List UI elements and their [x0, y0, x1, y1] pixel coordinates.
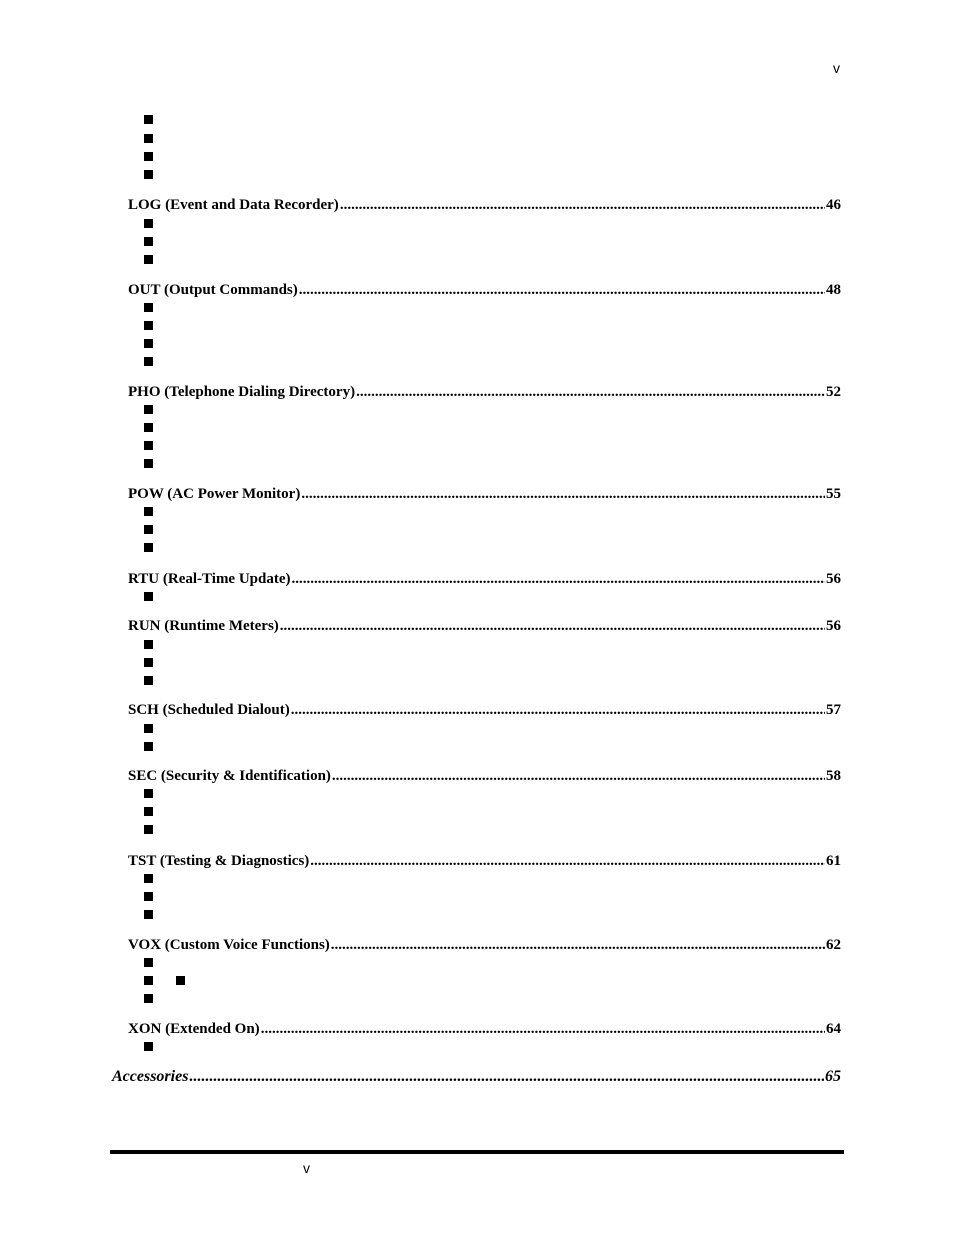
bullet-icon [144, 255, 153, 264]
bullet-icon [144, 525, 153, 534]
dot-leader [189, 1068, 824, 1086]
toc-entry-title: SCH (Scheduled Dialout) [128, 702, 290, 718]
toc-entry-page: 55 [826, 486, 841, 502]
bullet-icon [144, 115, 153, 124]
toc-entry-rtu[interactable] [128, 570, 841, 588]
footer-rule [110, 1150, 844, 1154]
bullet-icon [144, 219, 153, 228]
toc-entry-title: LOG (Event and Data Recorder) [128, 197, 339, 213]
bullet-icon [144, 825, 153, 834]
toc-entry-page: 57 [826, 702, 841, 718]
toc-entry-sec[interactable] [128, 767, 841, 785]
toc-entry-title: TST (Testing & Diagnostics) [128, 853, 310, 869]
bullet-icon [144, 423, 153, 432]
bullet-icon [144, 134, 153, 143]
bullet-icon [144, 507, 153, 516]
toc-entry-title: PHO (Telephone Dialing Directory) [128, 384, 356, 400]
bullet-icon [144, 357, 153, 366]
bullet-icon [144, 742, 153, 751]
bullet-icon [144, 441, 153, 450]
dot-leader [280, 617, 825, 635]
bullet-icon [144, 724, 153, 733]
toc-entry-title: RUN (Runtime Meters) [128, 618, 279, 634]
toc-entry-page: 46 [826, 197, 841, 213]
toc-entry-page: 56 [826, 571, 841, 587]
bullet-icon [144, 339, 153, 348]
toc-entry-log[interactable] [128, 196, 841, 214]
bullet-icon [176, 976, 185, 985]
toc-entry-pow[interactable] [128, 485, 841, 503]
toc-section-accessories[interactable] [112, 1068, 841, 1086]
dot-leader [356, 383, 825, 401]
toc-entry-page: 52 [826, 384, 841, 400]
bullet-icon [144, 321, 153, 330]
toc-section-title: Accessories [112, 1068, 189, 1085]
bullet-icon [144, 994, 153, 1003]
dot-leader [340, 196, 825, 214]
bullet-icon [144, 910, 153, 919]
toc-section-page: 65 [825, 1068, 841, 1085]
bullet-icon [144, 640, 153, 649]
dot-leader [261, 1020, 825, 1038]
bullet-icon [144, 303, 153, 312]
bullet-icon [144, 658, 153, 667]
bullet-icon [144, 1042, 153, 1051]
toc-entry-title: XON (Extended On) [128, 1021, 260, 1037]
toc-entry-page: 56 [826, 618, 841, 634]
bullet-icon [144, 874, 153, 883]
dot-leader [332, 767, 825, 785]
dot-leader [301, 485, 825, 503]
toc-entry-page: 48 [826, 282, 841, 298]
toc-entry-title: VOX (Custom Voice Functions) [128, 937, 330, 953]
toc-entry-page: 58 [826, 768, 841, 784]
toc-entry-vox[interactable] [128, 936, 841, 954]
dot-leader [292, 570, 825, 588]
header-page-number: v [833, 60, 840, 76]
dot-leader [331, 936, 825, 954]
toc-entry-title: POW (AC Power Monitor) [128, 486, 301, 502]
bullet-icon [144, 152, 153, 161]
toc-entry-page: 61 [826, 853, 841, 869]
bullet-icon [144, 543, 153, 552]
bullet-icon [144, 405, 153, 414]
toc-entry-title: RTU (Real-Time Update) [128, 571, 291, 587]
bullet-icon [144, 170, 153, 179]
toc-entry-title: SEC (Security & Identification) [128, 768, 331, 784]
toc-entry-title: OUT (Output Commands) [128, 282, 298, 298]
bullet-icon [144, 592, 153, 601]
bullet-icon [144, 958, 153, 967]
bullet-icon [144, 237, 153, 246]
toc-entry-sch[interactable] [128, 701, 841, 719]
bullet-icon [144, 789, 153, 798]
bullet-icon [144, 892, 153, 901]
dot-leader [310, 852, 825, 870]
toc-entry-tst[interactable] [128, 852, 841, 870]
toc-entry-out[interactable] [128, 281, 841, 299]
toc-entry-page: 64 [826, 1021, 841, 1037]
dot-leader [291, 701, 825, 719]
toc-entry-pho[interactable] [128, 383, 841, 401]
toc-entry-xon[interactable] [128, 1020, 841, 1038]
bullet-icon [144, 459, 153, 468]
bullet-icon [144, 676, 153, 685]
bullet-icon [144, 976, 153, 985]
toc-entry-page: 62 [826, 937, 841, 953]
dot-leader [299, 281, 825, 299]
footer-page-number: v [303, 1160, 310, 1176]
toc-entry-run[interactable] [128, 617, 841, 635]
bullet-icon [144, 807, 153, 816]
